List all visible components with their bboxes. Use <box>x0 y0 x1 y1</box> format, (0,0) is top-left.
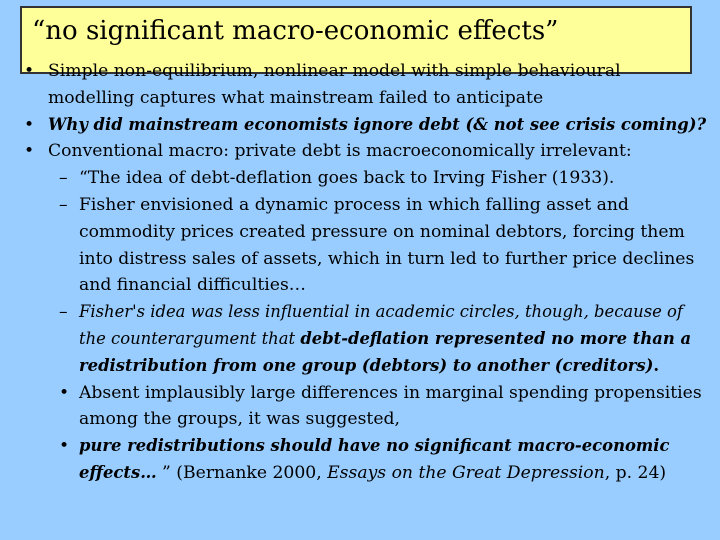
dash-marker: – <box>59 194 68 215</box>
sub-text-3 <box>79 299 714 379</box>
sub-item-5 <box>0 433 720 487</box>
sub-text-2: Fisher envisioned a dynamic process in which falling asset and commodity prices created pressure on nominal debtors, forcing them into distress sales of assets, which in turn led to further price declines and financial difficulties… <box>79 194 695 296</box>
sub-item-3 <box>0 299 720 379</box>
sub-text-4: Absent implausibly large differences in marginal spending propensities among the groups, it was suggested, <box>79 382 702 430</box>
sub-item-1 <box>0 165 720 192</box>
bullet-marker: • <box>24 61 35 81</box>
bullet-text-3: Conventional macro: private debt is macroeconomically irrelevant: <box>48 141 632 162</box>
dash-marker: – <box>59 168 68 189</box>
bullet-marker: • <box>24 114 35 135</box>
bullet-item-3 <box>0 138 720 165</box>
bullet-marker: • <box>59 436 70 457</box>
bullet-item-2 <box>0 112 720 139</box>
slide-title: “no significant macro-economic effects” <box>32 16 559 46</box>
sub-text-5-emphasis: pure redistributions should have no significant macro-economic effects… <box>79 436 670 482</box>
bullet-marker: • <box>24 141 35 162</box>
slide-content <box>0 58 720 487</box>
sub-text-5 <box>79 433 714 487</box>
sub-text-1: “The idea of debt-deflation goes back to Irving Fisher (1933). <box>79 168 615 189</box>
sub-text-5-citation: ” (Bernanke 2000, <box>156 462 328 483</box>
dash-marker: – <box>59 302 68 323</box>
sub-item-2 <box>0 192 720 299</box>
bullet-item-1 <box>0 58 720 112</box>
sub-text-3-intro: Fisher's idea was less influential in academic circles, though, because of the counterargument that <box>79 302 683 348</box>
bullet-text-2: Why did mainstream economists ignore debt (& not see crisis coming)? <box>48 114 707 134</box>
sub-text-3-end: . <box>653 355 660 375</box>
sub-text-5-book: Essays on the Great Depression <box>327 462 605 483</box>
bullet-marker: • <box>59 382 70 403</box>
sub-text-3-emphasis: debt-deflation represented no more than a redistribution from one group (debtors) to another (creditors) <box>79 328 692 375</box>
bullet-text-1: Simple non-equilibrium, nonlinear model with simple behavioural modelling captures what mainstream failed to anticipate <box>48 61 621 108</box>
sub-item-4 <box>0 380 720 434</box>
sub-text-5-page: , p. 24) <box>604 462 667 483</box>
